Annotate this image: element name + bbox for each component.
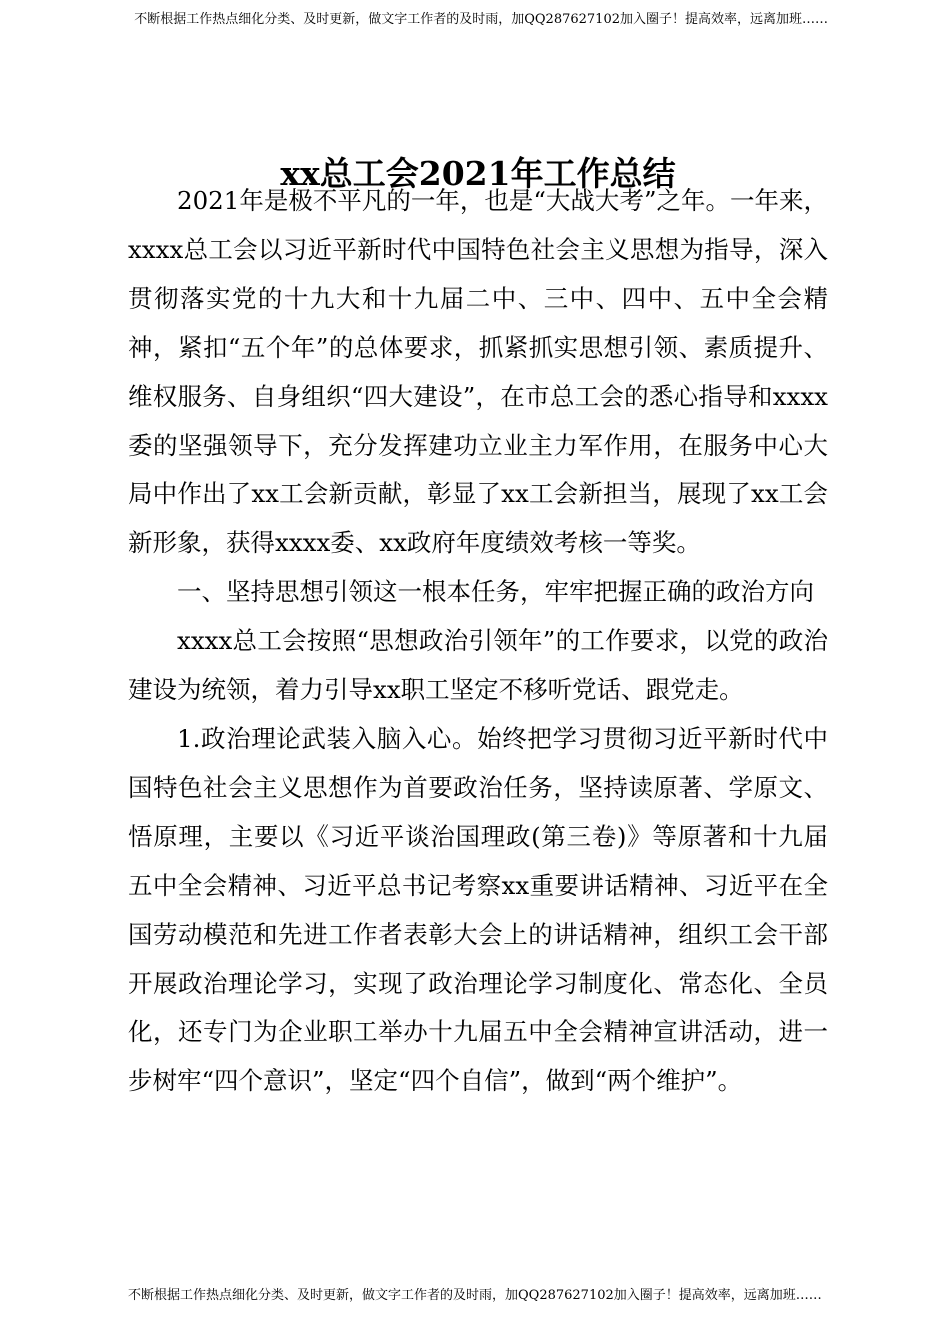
body-paragraph-intro: 2021年是极不平凡的一年，也是“大战大考”之年。一年来，xxxx总工会以习近平新时代中国特色社会主义思想为指导，深入贯彻落实党的十九大和十九届二中、三中、四中、五中全会精神，紧扣“五个年”的总体要求，抓紧抓实思想引领、素质提升、维权服务、自身组织“四大建设”，在市总工会的悉心指导和xxxx委的坚强领导下，充分发挥建功立业主力军作用，在服务中心大局中作出了xx工会新贡献，彰显了xx工会新担当，展现了xx工会新形象，获得xxxx委、xx政府年度绩效考核一等奖。 [128,186,828,558]
document-title: xx总工会2021年工作总结 [280,154,676,193]
body-paragraph-item-1: 1.政治理论武装入脑入心。始终把学习贯彻习近平新时代中国特色社会主义思想作为首要政治任务，坚持读原著、学原文、悟原理，主要以《习近平谈治国理政(第三卷)》等原著和十九届五中全会精神、习近平总书记考察xx重要讲话精神、习近平在全国劳动模范和先进工作者表彰大会上的讲话精神，组织工会干部开展政治理论学习，实现了政治理论学习制度化、常态化、全员化，还专门为企业职工举办十九届五中全会精神宣讲活动，进一步树牢“四个意识”，坚定“四个自信”，做到“两个维护”。 [128,723,828,1096]
document-body [128,177,828,1106]
page-header-note: 不断根据工作热点细化分类、及时更新，做文字工作者的及时雨，加QQ287627102加入圈子！提高效率，远离加班…… [134,12,828,27]
page-footer-note: 不断根据工作热点细化分类、及时更新，做文字工作者的及时雨，加QQ287627102加入圈子！提高效率，远离加班…… [128,1288,822,1303]
section-heading-1: 一、坚持思想引领这一根本任务，牢牢把握正确的政治方向 [177,577,814,607]
body-paragraph-section-1: xxxx总工会按照“思想政治引领年”的工作要求，以党的政治建设为统领，着力引导xx职工坚定不移听党话、跟党走。 [128,626,828,705]
